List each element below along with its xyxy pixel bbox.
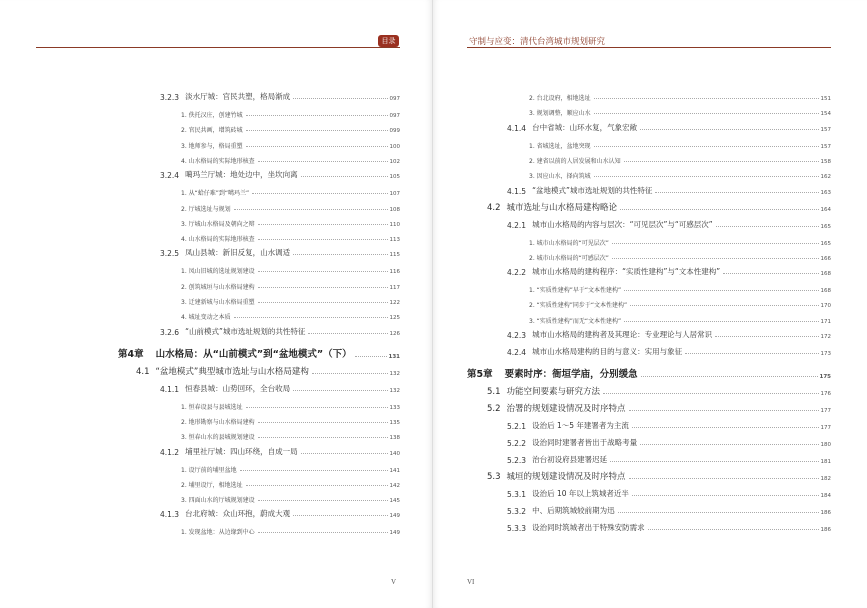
toc-entry-title: 中、后期筑城较前期为迅 [532, 506, 615, 515]
toc-entry-page: 108 [389, 206, 400, 213]
dot-leader [258, 224, 388, 225]
toc-entry-page: 168 [820, 288, 831, 295]
toc-entry-page: 116 [389, 269, 400, 276]
toc-entry[interactable] [507, 517, 831, 533]
toc-entry-number: 4.1.5 [507, 186, 527, 196]
dot-leader [301, 453, 388, 454]
toc-entry[interactable] [529, 293, 831, 309]
toc-entry[interactable] [529, 86, 831, 102]
toc-entry-title: 1. 省城选址，盆地突现 [529, 142, 591, 150]
toc-entry-title: 城市山水格局建构的目的与意义：实用与象征 [532, 347, 683, 356]
dot-leader [632, 495, 819, 496]
toc-entry-page: 133 [389, 404, 400, 411]
toc-entry-page: 113 [389, 237, 400, 244]
dot-leader [258, 302, 388, 303]
toc-entry-page: 181 [820, 459, 831, 465]
toc-entry-title: 山水格局：从“山前模式”到“盆地模式”（下） [155, 348, 352, 360]
toc-entry-title: 2. 地形勘察与山水格局建构 [181, 418, 255, 426]
toc-entry-page: 158 [820, 158, 831, 165]
toc-entry-title: 2. “实质性建构”同步于“文本性建构” [529, 302, 628, 310]
toc-entry-title: 设治后 1～5 年建署者为主流 [532, 421, 629, 430]
toc-entry-title: 3. 厅城山水格局及朝向之辩 [181, 220, 255, 228]
toc-entry-number: 5.2 [487, 404, 501, 414]
dot-leader [258, 500, 388, 501]
running-head: 守制与应变：清代台湾城市规划研究 [469, 37, 606, 47]
toc-entry-title: 4. 山水格局的实际地形核查 [181, 157, 255, 165]
toc-entry-page: 157 [820, 143, 831, 150]
toc-entry[interactable] [160, 242, 400, 258]
toc-entry[interactable] [160, 503, 400, 519]
toc-entry-page: 097 [389, 113, 400, 119]
toc-entry-page: 180 [820, 442, 831, 448]
toc-entry-page: 165 [820, 240, 831, 247]
toc-entry[interactable] [487, 466, 831, 482]
dot-leader [312, 373, 388, 374]
toc-entry-page: 102 [389, 158, 400, 165]
toc-entry-page: 154 [820, 111, 831, 118]
toc-entry-title: 要素时序：衙垣学庙，分别缓急 [504, 369, 638, 380]
toc-entry-page: 141 [389, 467, 400, 474]
toc-entry-number: 3.2.5 [160, 249, 180, 259]
toc-entry-number: 3.2.3 [160, 93, 180, 102]
toc-entry-number: 4.2 [487, 202, 501, 213]
toc-entry-page: 186 [820, 527, 831, 533]
toc-entry[interactable] [181, 259, 400, 275]
toc-entry-title: 3. 地师参与，格局重塑 [181, 142, 243, 150]
toc-entry-page: 107 [389, 191, 400, 198]
toc-entry-title: 3. “实质性建构”而无“文本性建构” [529, 317, 622, 325]
dot-leader [258, 532, 388, 533]
toc-entry[interactable] [507, 500, 831, 516]
dot-leader [240, 470, 388, 471]
toc-entry[interactable] [181, 410, 400, 426]
toc-entry[interactable] [181, 290, 400, 306]
page-number: VI [467, 578, 475, 586]
dot-leader [293, 515, 387, 516]
toc-entry[interactable] [181, 227, 400, 243]
dot-leader [308, 333, 387, 334]
toc-entry-page: 126 [389, 330, 400, 337]
toc-entry-title: 淡水厅城：官民共塑，格局渐成 [185, 92, 291, 101]
dot-leader [293, 98, 387, 99]
toc-entry-title: 2. 城市山水格局的“可感层次” [529, 254, 609, 262]
toc-entry[interactable] [507, 449, 831, 465]
toc-entry[interactable] [507, 432, 831, 448]
dot-leader [640, 444, 818, 445]
toc-entry-number: 5.3.3 [507, 524, 527, 533]
toc-entry[interactable] [181, 275, 400, 291]
toc-entry-title: “盆地模式”典型城市选址与山水格局建构 [155, 366, 309, 377]
dot-leader [293, 390, 387, 391]
toc-entry-title: 治台初设府县建署迟延 [532, 455, 608, 464]
toc-entry[interactable] [529, 164, 831, 180]
toc-entry[interactable] [487, 381, 831, 397]
dot-leader [258, 422, 388, 423]
toc-entry-number: 5.2.3 [507, 456, 527, 465]
dot-leader [246, 485, 388, 486]
toc-entry-page: 171 [820, 318, 831, 325]
toc-entry-page: 166 [820, 255, 831, 262]
dot-leader [715, 336, 818, 337]
header-rule [467, 47, 831, 48]
dot-leader [594, 176, 819, 177]
toc-entry-page: 163 [820, 189, 831, 196]
toc-entry-title: 3. 四面山水的厅城规划建设 [181, 497, 255, 505]
dot-leader [629, 410, 819, 411]
dot-leader [246, 407, 388, 408]
toc-entry-page: 157 [820, 126, 831, 133]
toc-entry-page: 162 [820, 174, 831, 181]
toc-entry-title: 1. “实质性建构”早于“文本性建构” [529, 287, 622, 295]
toc-entry-title: 3. 迁建新城与山水格局重塑 [181, 299, 255, 306]
toc-entry-page: 175 [819, 374, 831, 380]
toc-entry-title: 4. 城址变动之本质 [181, 314, 231, 322]
toc-entry-title: 埔里社厅城：四山环绕，自成一局 [185, 446, 298, 456]
page-number: V [391, 578, 397, 586]
toc-entry-title: 城市选址与山水格局建构略论 [506, 202, 618, 213]
toc-entry[interactable] [136, 361, 400, 377]
toc-entry[interactable] [507, 483, 831, 499]
toc-entry-page: 151 [820, 96, 831, 102]
toc-entry-page: 164 [820, 206, 831, 213]
toc-entry-number: 第5章 [467, 369, 493, 380]
dot-leader [655, 192, 818, 193]
dot-leader [723, 273, 818, 274]
toc-entry[interactable] [507, 415, 831, 431]
dot-leader [258, 161, 388, 162]
toc-entry[interactable] [181, 149, 400, 165]
toc-entry-title: 1. 凤山旧城的选址规划建设 [181, 268, 255, 276]
toc-entry[interactable] [529, 231, 831, 247]
dot-leader [258, 437, 388, 438]
header-rule [36, 47, 400, 48]
dot-leader [612, 258, 819, 259]
toc-entry-page: 125 [389, 315, 400, 322]
toc-entry-page: 173 [820, 351, 831, 357]
toc-entry-number: 4.1.1 [160, 384, 180, 394]
toc-entry[interactable] [507, 324, 831, 340]
toc-entry[interactable] [181, 181, 400, 197]
toc-entry-page: 117 [389, 284, 400, 291]
toc-entry[interactable] [181, 118, 400, 134]
toc-entry-page: 176 [820, 391, 831, 397]
dot-leader [624, 321, 818, 322]
toc-entry[interactable] [529, 134, 831, 150]
toc-entry-title: 治署的规划建设情况及时序特点 [506, 404, 626, 414]
toc-entry-page: 110 [389, 221, 400, 228]
toc-entry-title: 2. 创筑城垣与山水格局建构 [181, 283, 255, 291]
toc-entry[interactable] [487, 398, 831, 414]
toc-entry-title: “盆地模式”城市选址规划的共性特征 [532, 185, 653, 195]
toc-entry-page: 142 [389, 482, 400, 489]
toc-entry[interactable] [160, 378, 400, 394]
toc-entry[interactable] [181, 473, 400, 489]
toc-entry-page: 099 [389, 128, 400, 135]
toc-entry-number: 4.2.3 [507, 331, 527, 340]
dot-leader [594, 98, 819, 99]
toc-entry-title: 城市山水格局的内容与层次：“可见层次”与“可感层次” [532, 219, 713, 229]
toc-entry[interactable] [529, 309, 831, 325]
toc-entry-page: 138 [389, 435, 400, 442]
toc-entry-title: 3. 规划调整，顺应山水 [529, 110, 591, 118]
toc-entry-page: 135 [389, 419, 400, 426]
toc-entry-title: 凤山县城：新旧反复，山水调适 [185, 248, 291, 258]
left-page [0, 0, 433, 608]
toc-entry[interactable] [529, 149, 831, 165]
toc-entry-number: 4.2.1 [507, 220, 527, 230]
dot-leader [632, 427, 819, 428]
toc-entry[interactable] [507, 261, 831, 277]
toc-entry-title: 恒春县城：山势回环，全台收局 [185, 383, 291, 393]
toc-entry[interactable] [160, 164, 400, 180]
dot-leader [624, 290, 818, 291]
toc-entry-number: 4.1.2 [160, 447, 180, 457]
toc-entry[interactable] [507, 214, 831, 230]
dot-leader [246, 115, 388, 116]
toc-entry-title: 设治同时筑城者出于特殊安防需求 [532, 523, 645, 532]
dot-leader [685, 353, 818, 354]
toc-entry-title: 台中省城：山环水复，气象宏敞 [532, 122, 638, 132]
toc-entry-number: 4.1.3 [160, 510, 180, 520]
toc-entry-page: 168 [820, 271, 831, 278]
toc-badge: 目录 [378, 35, 399, 47]
toc-entry[interactable] [160, 441, 400, 457]
toc-entry-page: 132 [389, 387, 400, 394]
toc-entry-title: 城市山水格局的建构程序：“实质性建构”与“文本性建构” [532, 267, 721, 277]
toc-entry-number: 4.2.2 [507, 268, 527, 278]
toc-entry-page: 186 [820, 510, 831, 516]
toc-entry-page: 177 [820, 408, 831, 414]
toc-entry-title: 2. 官民共画，增筑砖城 [181, 127, 243, 135]
toc-entry-number: 4.2.4 [507, 348, 527, 357]
toc-entry-title: 4. 山水格局的实际地形核查 [181, 236, 255, 244]
toc-entry-title: 1. 发现盆地：从边缘到中心 [181, 529, 255, 537]
toc-entry-title: 功能空间要素与研究方法 [506, 387, 601, 397]
dot-leader [246, 130, 388, 131]
toc-entry[interactable] [181, 520, 400, 536]
toc-entry[interactable] [507, 117, 831, 133]
toc-entry-number: 4.1.4 [507, 123, 527, 133]
dot-leader [716, 226, 819, 227]
toc-entry-number: 5.2.1 [507, 422, 527, 431]
toc-entry[interactable] [529, 101, 831, 117]
toc-entry-page: 172 [820, 334, 831, 340]
toc-entry[interactable] [507, 341, 831, 357]
toc-entry-page: 140 [389, 450, 400, 457]
toc-entry-number: 第4章 [118, 348, 144, 360]
toc-entry-page: 182 [820, 476, 831, 482]
toc-entry[interactable] [181, 197, 400, 213]
toc-entry-page: 115 [389, 252, 400, 259]
toc-entry-title: 城垣的规划建设情况及时序特点 [506, 472, 626, 482]
toc-entry-page: 122 [389, 300, 400, 306]
toc-entry-title: “山前模式”城市选址规划的共性特征 [185, 326, 306, 336]
dot-leader [293, 254, 387, 255]
toc-entry[interactable] [529, 278, 831, 294]
dot-leader [252, 193, 387, 194]
toc-entry-number: 5.3.2 [507, 507, 527, 516]
toc-entry[interactable] [181, 425, 400, 441]
toc-entry-title: 3. 因应山水，择向筑城 [529, 173, 591, 181]
toc-entry-title: 城市山水格局的建构者及其理论：专业理论与人居常识 [532, 330, 713, 339]
toc-entry-title: 设治同时建署者皆出于战略考量 [532, 438, 638, 447]
toc-entry-page: 097 [389, 96, 400, 102]
dot-leader [612, 243, 819, 244]
toc-entry[interactable] [181, 488, 400, 504]
dot-leader [640, 129, 818, 130]
toc-entry-number: 5.3 [487, 472, 501, 482]
dot-leader [594, 113, 819, 114]
toc-entry[interactable] [118, 344, 400, 360]
toc-entry-page: 170 [820, 303, 831, 310]
toc-entry-title: 2. 厅城选址与规划 [181, 205, 231, 213]
toc-entry[interactable] [181, 212, 400, 228]
toc-entry-page: 131 [388, 353, 400, 360]
toc-entry-title: 1. 恒春设县与县城选址 [181, 403, 243, 411]
toc-entry-page: 149 [389, 530, 400, 537]
toc-entry-number: 3.2.4 [160, 171, 180, 181]
toc-entry-title: 设治后 10 年以上筑城者近半 [532, 489, 629, 498]
dot-leader [258, 271, 388, 272]
toc-entry-number: 5.3.1 [507, 490, 527, 499]
toc-entry[interactable] [507, 180, 831, 196]
dot-leader [258, 287, 388, 288]
dot-leader [234, 209, 388, 210]
dot-leader [641, 376, 818, 377]
dot-leader [355, 356, 387, 357]
toc-entry[interactable] [160, 86, 400, 102]
dot-leader [648, 529, 819, 530]
toc-entry[interactable] [181, 305, 400, 321]
toc-entry[interactable] [487, 197, 831, 213]
dot-leader [630, 305, 818, 306]
dot-leader [234, 317, 388, 318]
toc-entry-title: 2. 埔里设厅，相地选址 [181, 481, 243, 489]
toc-entry-page: 145 [389, 498, 400, 505]
toc-entry-page: 184 [820, 493, 831, 499]
toc-entry-page: 177 [820, 425, 831, 431]
toc-entry[interactable] [181, 395, 400, 411]
toc-entry-title: 2. 建省以前的人居发展和山水认知 [529, 157, 621, 165]
toc-entry-number: 3.2.6 [160, 327, 180, 337]
toc-entry[interactable] [181, 103, 400, 119]
dot-leader [258, 239, 388, 240]
dot-leader [603, 393, 818, 394]
toc-entry[interactable] [181, 458, 400, 474]
dot-leader [624, 161, 819, 162]
toc-entry-title: 台北府城：众山环抱，蔚成大观 [185, 509, 291, 519]
toc-entry-page: 105 [389, 174, 400, 181]
dot-leader [620, 209, 818, 210]
dot-leader [629, 478, 819, 479]
toc-entry-number: 5.1 [487, 387, 501, 397]
dot-leader [594, 146, 819, 147]
toc-entry-title: 2. 台北设府，相地选址 [529, 95, 591, 102]
toc-entry-title: 3. 恒春山水的县城规划建设 [181, 434, 255, 442]
dot-leader [246, 146, 388, 147]
toc-entry-page: 149 [389, 513, 400, 520]
dot-leader [301, 176, 388, 177]
right-page [433, 0, 867, 608]
toc-entry-number: 5.2.2 [507, 439, 527, 448]
toc-entry-page: 100 [389, 143, 400, 150]
toc-entry-title: 1. 城市山水格局的“可见层次” [529, 239, 609, 247]
dot-leader [610, 461, 818, 462]
toc-entry[interactable] [160, 321, 400, 337]
toc-entry-title: 1. 佚托汉庄，创建竹城 [181, 112, 243, 119]
dot-leader [618, 512, 819, 513]
toc-entry[interactable] [529, 246, 831, 262]
toc-entry[interactable] [181, 134, 400, 150]
toc-entry-number: 4.1 [136, 366, 150, 377]
toc-entry-title: 1. 从“蛤仔难”到“噶玛兰” [181, 190, 250, 198]
toc-entry[interactable] [467, 364, 831, 380]
toc-entry-title: 噶玛兰厅城：地处边中，坐坎向离 [185, 170, 298, 180]
toc-entry-page: 165 [820, 223, 831, 230]
toc-entry-title: 1. 设厅前的埔里盆地 [181, 466, 237, 474]
toc-entry-page: 132 [389, 370, 400, 377]
